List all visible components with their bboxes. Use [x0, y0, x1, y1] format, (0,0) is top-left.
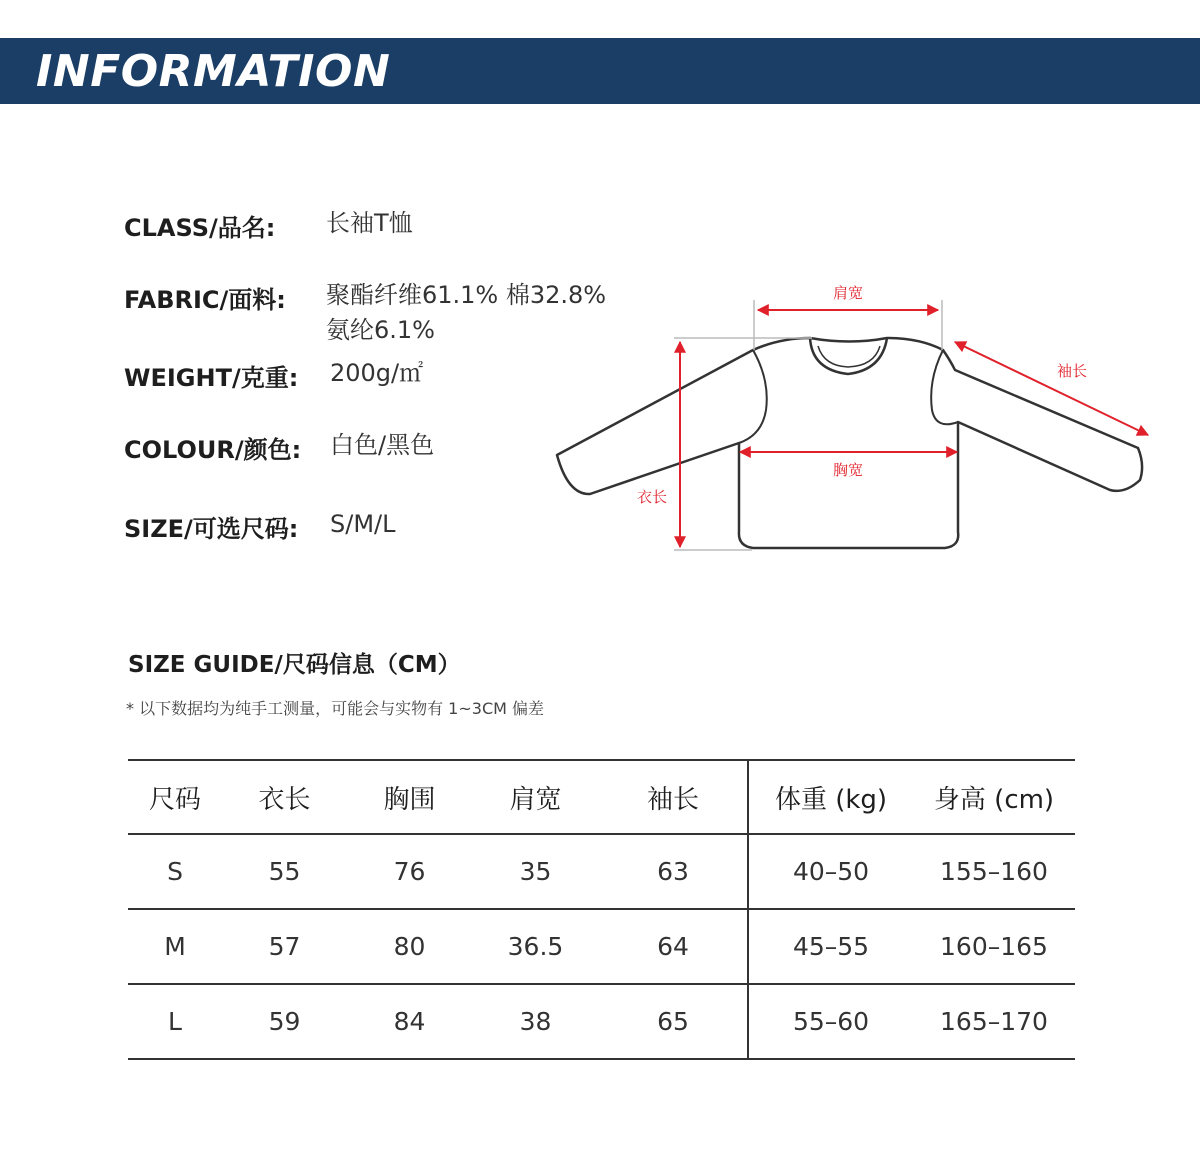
table-cell: 38	[519, 1007, 552, 1036]
column-header: 袖长	[599, 760, 748, 834]
garment-measurement-diagram	[540, 270, 1180, 570]
shirt-outline	[557, 338, 1142, 548]
table-cell: 65	[599, 984, 748, 1059]
column-header: 胸围	[383, 784, 436, 815]
table-cell: 80	[393, 932, 426, 961]
size-guide-note: * 以下数据均为纯手工测量，可能会与实物有 1~3CM 偏差	[126, 699, 545, 718]
collar-inner	[818, 346, 880, 367]
table-header-row	[128, 760, 1075, 834]
table-cell: 55	[268, 857, 301, 886]
table-cell: 40–50	[792, 857, 870, 886]
column-header: 衣长	[258, 784, 311, 815]
weight-label: WEIGHT/克重:	[124, 364, 299, 392]
table-cell: 84	[393, 1007, 426, 1036]
table-cell: S	[167, 857, 183, 886]
colour-label: COLOUR/颜色:	[124, 436, 302, 464]
table-cell: 160–165	[940, 932, 1048, 961]
table-cell: 45–55	[792, 932, 870, 961]
table-cell: 155–160	[940, 857, 1048, 886]
table-row	[128, 984, 1075, 1059]
table-cell: L	[168, 1007, 182, 1036]
fabric-label: FABRIC/面料:	[124, 286, 286, 314]
table-cell: 64	[599, 909, 748, 984]
table-cell: 55–60	[792, 1007, 870, 1036]
table-cell: 76	[393, 857, 426, 886]
column-header: 体重 (kg)	[774, 784, 888, 815]
table-row	[128, 834, 1075, 909]
size-label: SIZE/可选尺码:	[124, 515, 299, 543]
chest-label: 胸宽	[832, 461, 864, 479]
length-label: 衣长	[636, 488, 668, 506]
shoulder-label: 肩宽	[832, 284, 864, 302]
table-cell: 63	[599, 834, 748, 909]
table-cell: 36.5	[507, 932, 564, 961]
table-row	[128, 909, 1075, 984]
page-title: INFORMATION	[36, 46, 391, 97]
column-header: 身高 (cm)	[933, 784, 1055, 815]
size-table	[128, 759, 1075, 1060]
table-cell: 57	[268, 932, 301, 961]
colour-value: 白色/黑色	[330, 431, 435, 459]
sleeve-label: 袖长	[1056, 362, 1088, 380]
weight-value: 200g/㎡	[330, 359, 424, 387]
class-value: 长袖T恤	[326, 209, 413, 237]
column-header: 尺码	[148, 784, 201, 815]
table-cell: 165–170	[940, 1007, 1048, 1036]
right-armhole	[931, 350, 958, 424]
fabric-value: 聚酯纤维61.1% 棉32.8%	[326, 281, 607, 309]
table-cell: 59	[268, 1007, 301, 1036]
size-guide-title: SIZE GUIDE/尺码信息（CM）	[128, 652, 461, 678]
column-header: 肩宽	[509, 784, 562, 815]
fabric-value-line2: 氨纶6.1%	[326, 316, 435, 344]
sleeve-arrow	[955, 342, 1148, 435]
table-cell: M	[164, 932, 186, 961]
left-armhole	[739, 350, 767, 443]
size-value: S/M/L	[330, 510, 396, 538]
class-label: CLASS/品名:	[124, 214, 276, 242]
table-cell: 35	[519, 857, 552, 886]
